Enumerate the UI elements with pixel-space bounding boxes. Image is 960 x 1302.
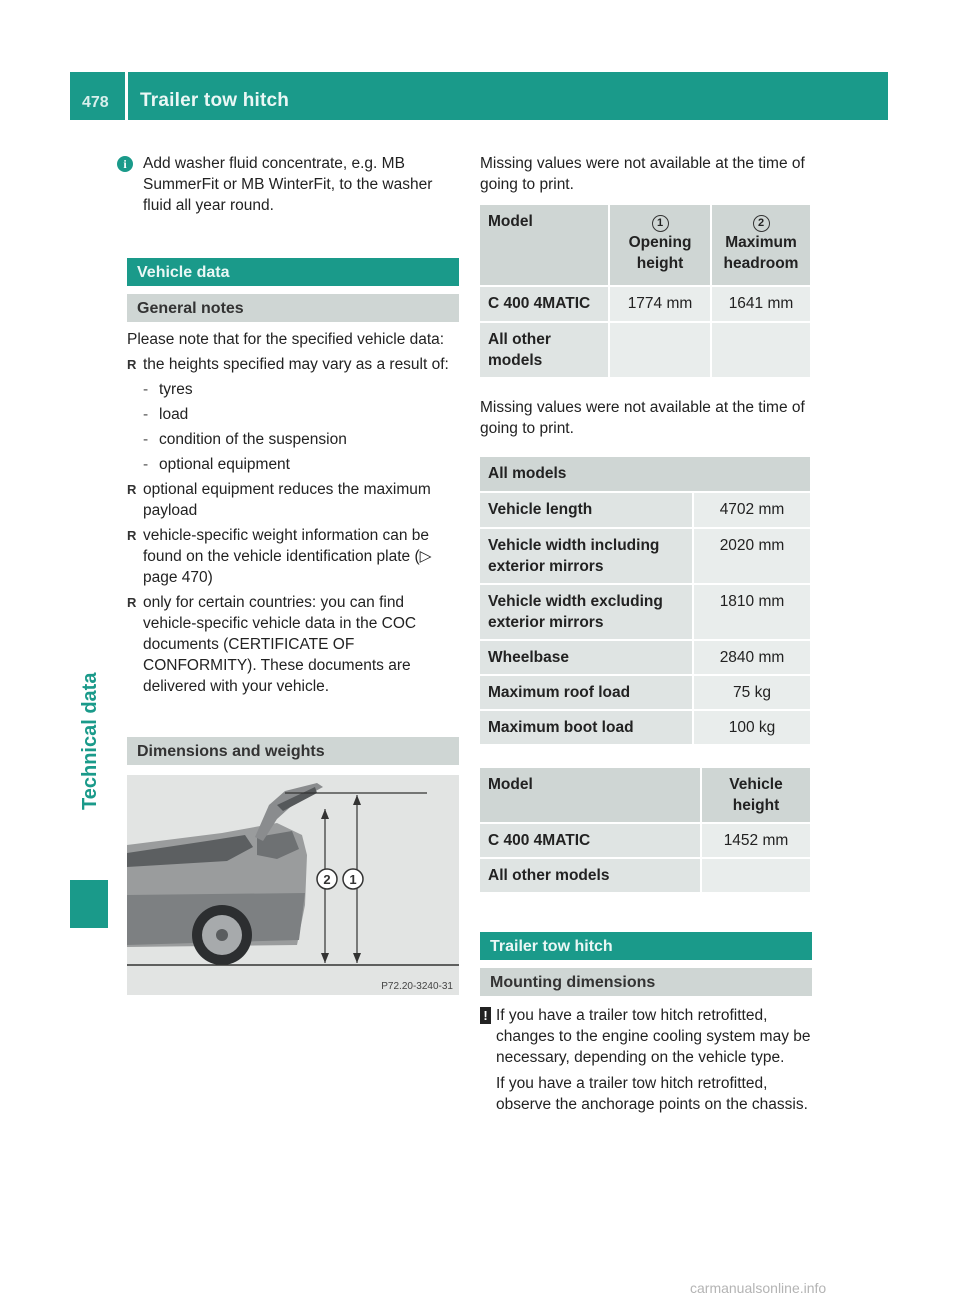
table-cell: 75 kg — [694, 676, 810, 709]
table-row — [480, 641, 810, 674]
all-models-table — [478, 455, 812, 746]
table-row — [480, 676, 810, 709]
marker-2-icon: 2 — [753, 215, 770, 232]
table-cell: C 400 4MATIC — [480, 824, 700, 857]
table-header-text: Maximum headroom — [723, 234, 799, 272]
sidebar-label-text: Technical data — [79, 672, 101, 810]
info-note-text: Add washer fluid concentrate, e.g. MB SummerFit or MB WinterFit, to the washer fluid all year round. — [143, 155, 433, 214]
vehicle-dimensions-figure — [127, 775, 459, 995]
table-header-row — [480, 205, 810, 285]
table-cell: 2020 mm — [694, 529, 810, 583]
mounting-dimensions-heading: Mounting dimensions — [480, 968, 812, 996]
headroom-table — [478, 203, 812, 379]
info-note — [123, 153, 459, 216]
table-cell: 4702 mm — [694, 493, 810, 527]
bullet-item — [127, 592, 459, 697]
warning-text: If you have a trailer tow hitch retrofitted, changes to the engine cooling system may be necessary, depending on the vehicle type. — [496, 1007, 811, 1066]
page-number: 478 — [82, 94, 109, 111]
sub-item: - load — [143, 404, 459, 425]
table-cell: All other models — [480, 323, 608, 377]
missing-values-note: Missing values were not available at the time of going to print. — [480, 155, 805, 193]
table-header-text: Opening height — [628, 234, 692, 272]
table-row — [480, 493, 810, 527]
marker-1-icon: 1 — [652, 215, 669, 232]
table-header-row — [480, 457, 810, 491]
general-notes-list — [127, 354, 459, 697]
table-cell: 1452 mm — [702, 824, 810, 857]
warning-text: If you have a trailer tow hitch retrofitted, observe the anchorage points on the chassis. — [496, 1075, 808, 1113]
table-header-cell — [610, 205, 710, 285]
table-header-cell: Model — [480, 768, 700, 822]
sub-list — [143, 379, 459, 475]
table-cell: Vehicle width including exterior mirrors — [480, 529, 692, 583]
table-cell: 2840 mm — [694, 641, 810, 674]
table-cell: 1774 mm — [610, 287, 710, 321]
table-row — [480, 585, 810, 639]
sub-item: - condition of the suspension — [143, 429, 459, 450]
trailer-tow-hitch-heading: Trailer tow hitch — [480, 932, 812, 960]
missing-values-note: Missing values were not available at the time of going to print. — [480, 399, 805, 437]
table-cell: 1641 mm — [712, 287, 810, 321]
warning-icon: ! — [480, 1007, 491, 1024]
watermark: carmanualsonline.info — [690, 1280, 827, 1296]
general-notes-intro: Please note that for the specified vehicle data: — [127, 331, 445, 348]
figure-marker-1: 1 — [349, 872, 357, 887]
table-row — [480, 859, 810, 892]
bullet-text: optional equipment reduces the maximum payload — [143, 481, 431, 519]
right-column — [480, 153, 812, 1115]
sidebar-tab-marker — [70, 880, 108, 928]
table-cell — [610, 323, 710, 377]
table-cell: Vehicle width excluding exterior mirrors — [480, 585, 692, 639]
page-title: Trailer tow hitch — [140, 90, 290, 111]
table-cell: Wheelbase — [480, 641, 692, 674]
table-cell: All other models — [480, 859, 700, 892]
info-icon: i — [117, 156, 133, 172]
table-row — [480, 323, 810, 377]
table-row — [480, 529, 810, 583]
left-column — [123, 153, 459, 995]
table-cell — [712, 323, 810, 377]
sidebar-section-label — [78, 570, 108, 870]
dimensions-heading: Dimensions and weights — [127, 737, 459, 765]
bullet-text: only for certain countries: you can find vehicle-specific vehicle data in the COC documents (CERTIFICATE OF CONFORMITY). These documents are delivered with your vehicle. — [143, 594, 417, 695]
figure-marker-2: 2 — [323, 872, 331, 887]
vehicle-data-heading: Vehicle data — [127, 258, 459, 286]
page-header — [70, 72, 888, 120]
warning-note — [480, 1005, 812, 1115]
vehicle-rear-diagram — [127, 775, 459, 995]
table-header-text: Model — [488, 213, 533, 230]
table-row — [480, 287, 810, 321]
table-row — [480, 711, 810, 744]
table-cell: 1810 mm — [694, 585, 810, 639]
sub-item: - tyres — [143, 379, 459, 400]
bullet-text: vehicle-specific weight information can be found on the vehicle identification plate (▷ page 470) — [143, 527, 432, 586]
table-cell: 100 kg — [694, 711, 810, 744]
table-cell — [702, 859, 810, 892]
bullet-item — [127, 525, 459, 588]
figure-code: P72.20-3240-31 — [381, 981, 453, 992]
table-row — [480, 824, 810, 857]
vehicle-height-table — [478, 766, 812, 894]
table-header-cell — [712, 205, 810, 285]
sub-item: - optional equipment — [143, 454, 459, 475]
bullet-item — [127, 479, 459, 521]
table-cell: Vehicle length — [480, 493, 692, 527]
table-cell: C 400 4MATIC — [480, 287, 608, 321]
bullet-text: the heights specified may vary as a result of: — [143, 356, 449, 373]
table-header-row — [480, 768, 810, 822]
table-cell: Maximum roof load — [480, 676, 692, 709]
table-header-cell — [480, 205, 608, 285]
table-header-cell: Vehicle height — [702, 768, 810, 822]
table-header-cell: All models — [480, 457, 810, 491]
table-cell: Maximum boot load — [480, 711, 692, 744]
bullet-item — [127, 354, 459, 475]
header-divider — [125, 72, 128, 120]
general-notes-heading: General notes — [127, 294, 459, 322]
